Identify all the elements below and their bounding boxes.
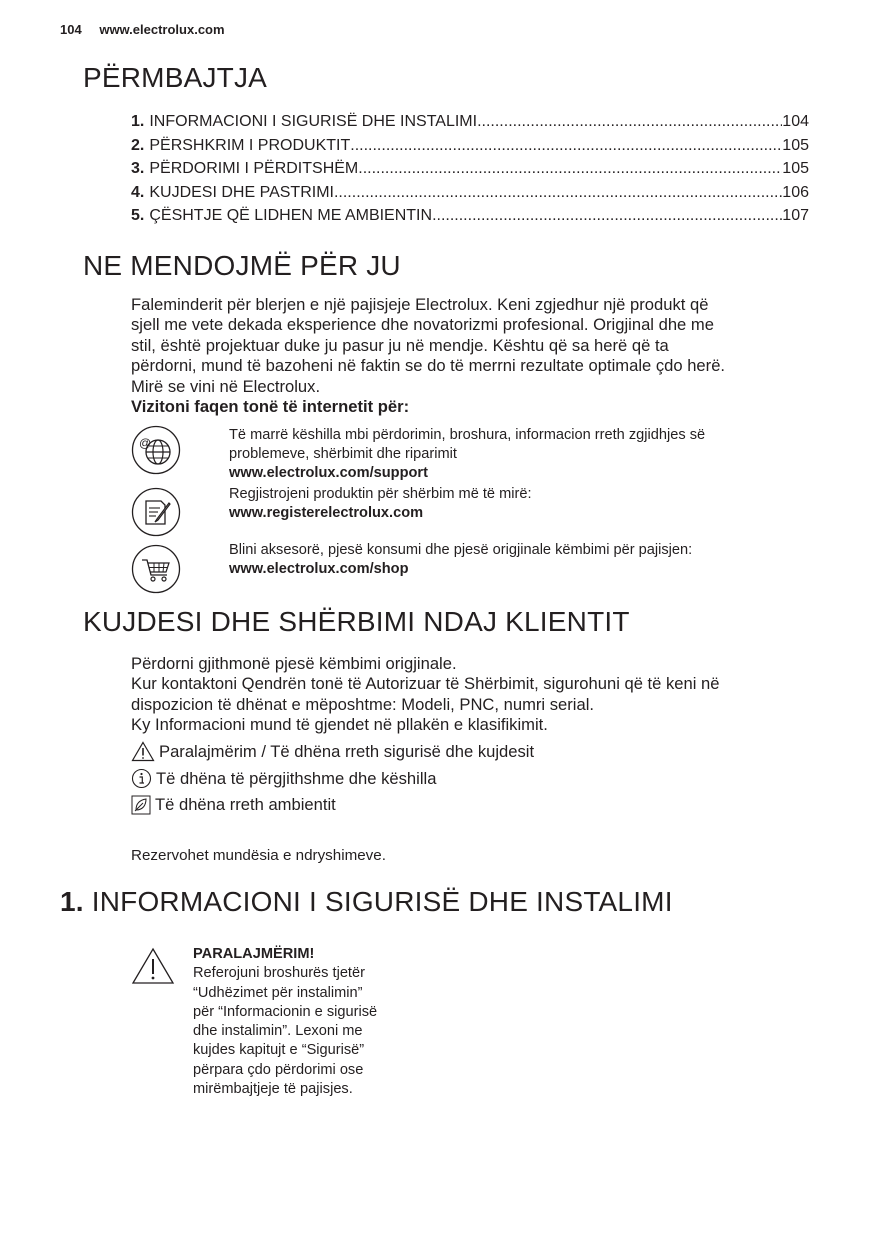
shop-link[interactable]: www.electrolux.com/shop [229,561,409,577]
toc-item-5[interactable]: 5. ÇËSHTJE QË LIDHEN ME AMBIENTIN ..... 107 [131,207,809,231]
page-header [60,22,225,37]
svg-text:@: @ [139,436,152,450]
visit-item-register: Regjistrojeni produktin për shërbim më të mirë: www.registerelectrolux.com [131,487,821,537]
warning-title: PARALAJMËRIM! [193,946,315,962]
table-of-contents [131,113,809,231]
legend-environment: Të dhëna rreth ambientit [131,795,336,815]
thinking-paragraph: Faleminderit për blerjen e një pajisjeje Electrolux. Keni zgjedhur një produkt që sjell me vete dekada eksperience dhe novatorizmi profesional. Origjinal dhe me stil, është projektuar duke ju pasur ju në mendje. Kështu që sa herë që ta përdorni, mund të bazoheni në faktin se do të merrni rezultate optimale çdo herë. Mirë se vini në Electrolux. Vizitoni faqen tonë të internetit për: [131,295,821,417]
legend-warning: Paralajmërim / Të dhëna rreth sigurisë dhe kujdesit [131,741,534,762]
toc-item-4[interactable]: 4. KUJDESI DHE PASTRIMI ..... 106 [131,184,809,208]
toc-item-3[interactable]: 3. PËRDORIMI I PËRDITSHËM ..... 105 [131,160,809,184]
section1-title: INFORMACIONI I SIGURISË DHE INSTALIMI [91,886,673,917]
shopping-cart-icon [131,544,181,594]
care-heading: KUJDESI DHE SHËRBIMI NDAJ KLIENTIT [83,606,630,637]
contents-heading: PËRMBAJTJA [83,62,268,93]
section1-number: 1. [60,886,84,917]
visit-item-shop: Blini aksesorë, pjesë konsumi dhe pjesë origjinale këmbimi për pajisjen: www.electrolux.com/shop [131,544,821,594]
visit-item-support: @ Të marrë këshilla mbi përdorimin, broshura, informacion rreth zgjidhjes së problemeve, shërbimit dhe riparimit www.electrolux.com/support [131,425,821,475]
care-paragraph: Përdorni gjithmonë pjesë këmbimi origjinale. Kur kontaktoni Qendrën tonë të Autorizuar të Shërbimit, sigurohuni që të keni në dispozicion të dhënat e mëposhtme: Modeli, PNC, numri serial. Ky Informacioni mund të gjendet në pllakën e klasifikimit. [131,654,720,735]
toc-item-1[interactable]: 1. INFORMACIONI I SIGURISË DHE INSTALIMI ..... 104 [131,113,809,137]
page-number: 104 [60,22,82,37]
toc-item-2[interactable]: 2. PËRSHKRIM I PRODUKTIT ..... 105 [131,137,809,161]
header-site-link[interactable]: www.electrolux.com [99,22,225,37]
leaf-icon [131,795,151,815]
section1-heading [60,886,673,918]
info-icon [131,768,152,789]
reserve-note: Rezervohet mundësia e ndryshimeve. [131,847,386,864]
register-link[interactable]: www.registerelectrolux.com [229,505,424,521]
legend-info: Të dhëna të përgjithshme dhe këshilla [131,768,436,789]
support-link[interactable]: www.electrolux.com/support [229,465,428,481]
visit-label: Vizitoni faqen tonë të internetit për: [131,397,410,417]
warning-triangle-icon [131,741,155,762]
thinking-heading: NE MENDOJMË PËR JU [83,250,401,281]
register-document-icon [131,487,181,537]
warning-triangle-icon [131,947,175,985]
web-globe-icon [131,425,181,475]
